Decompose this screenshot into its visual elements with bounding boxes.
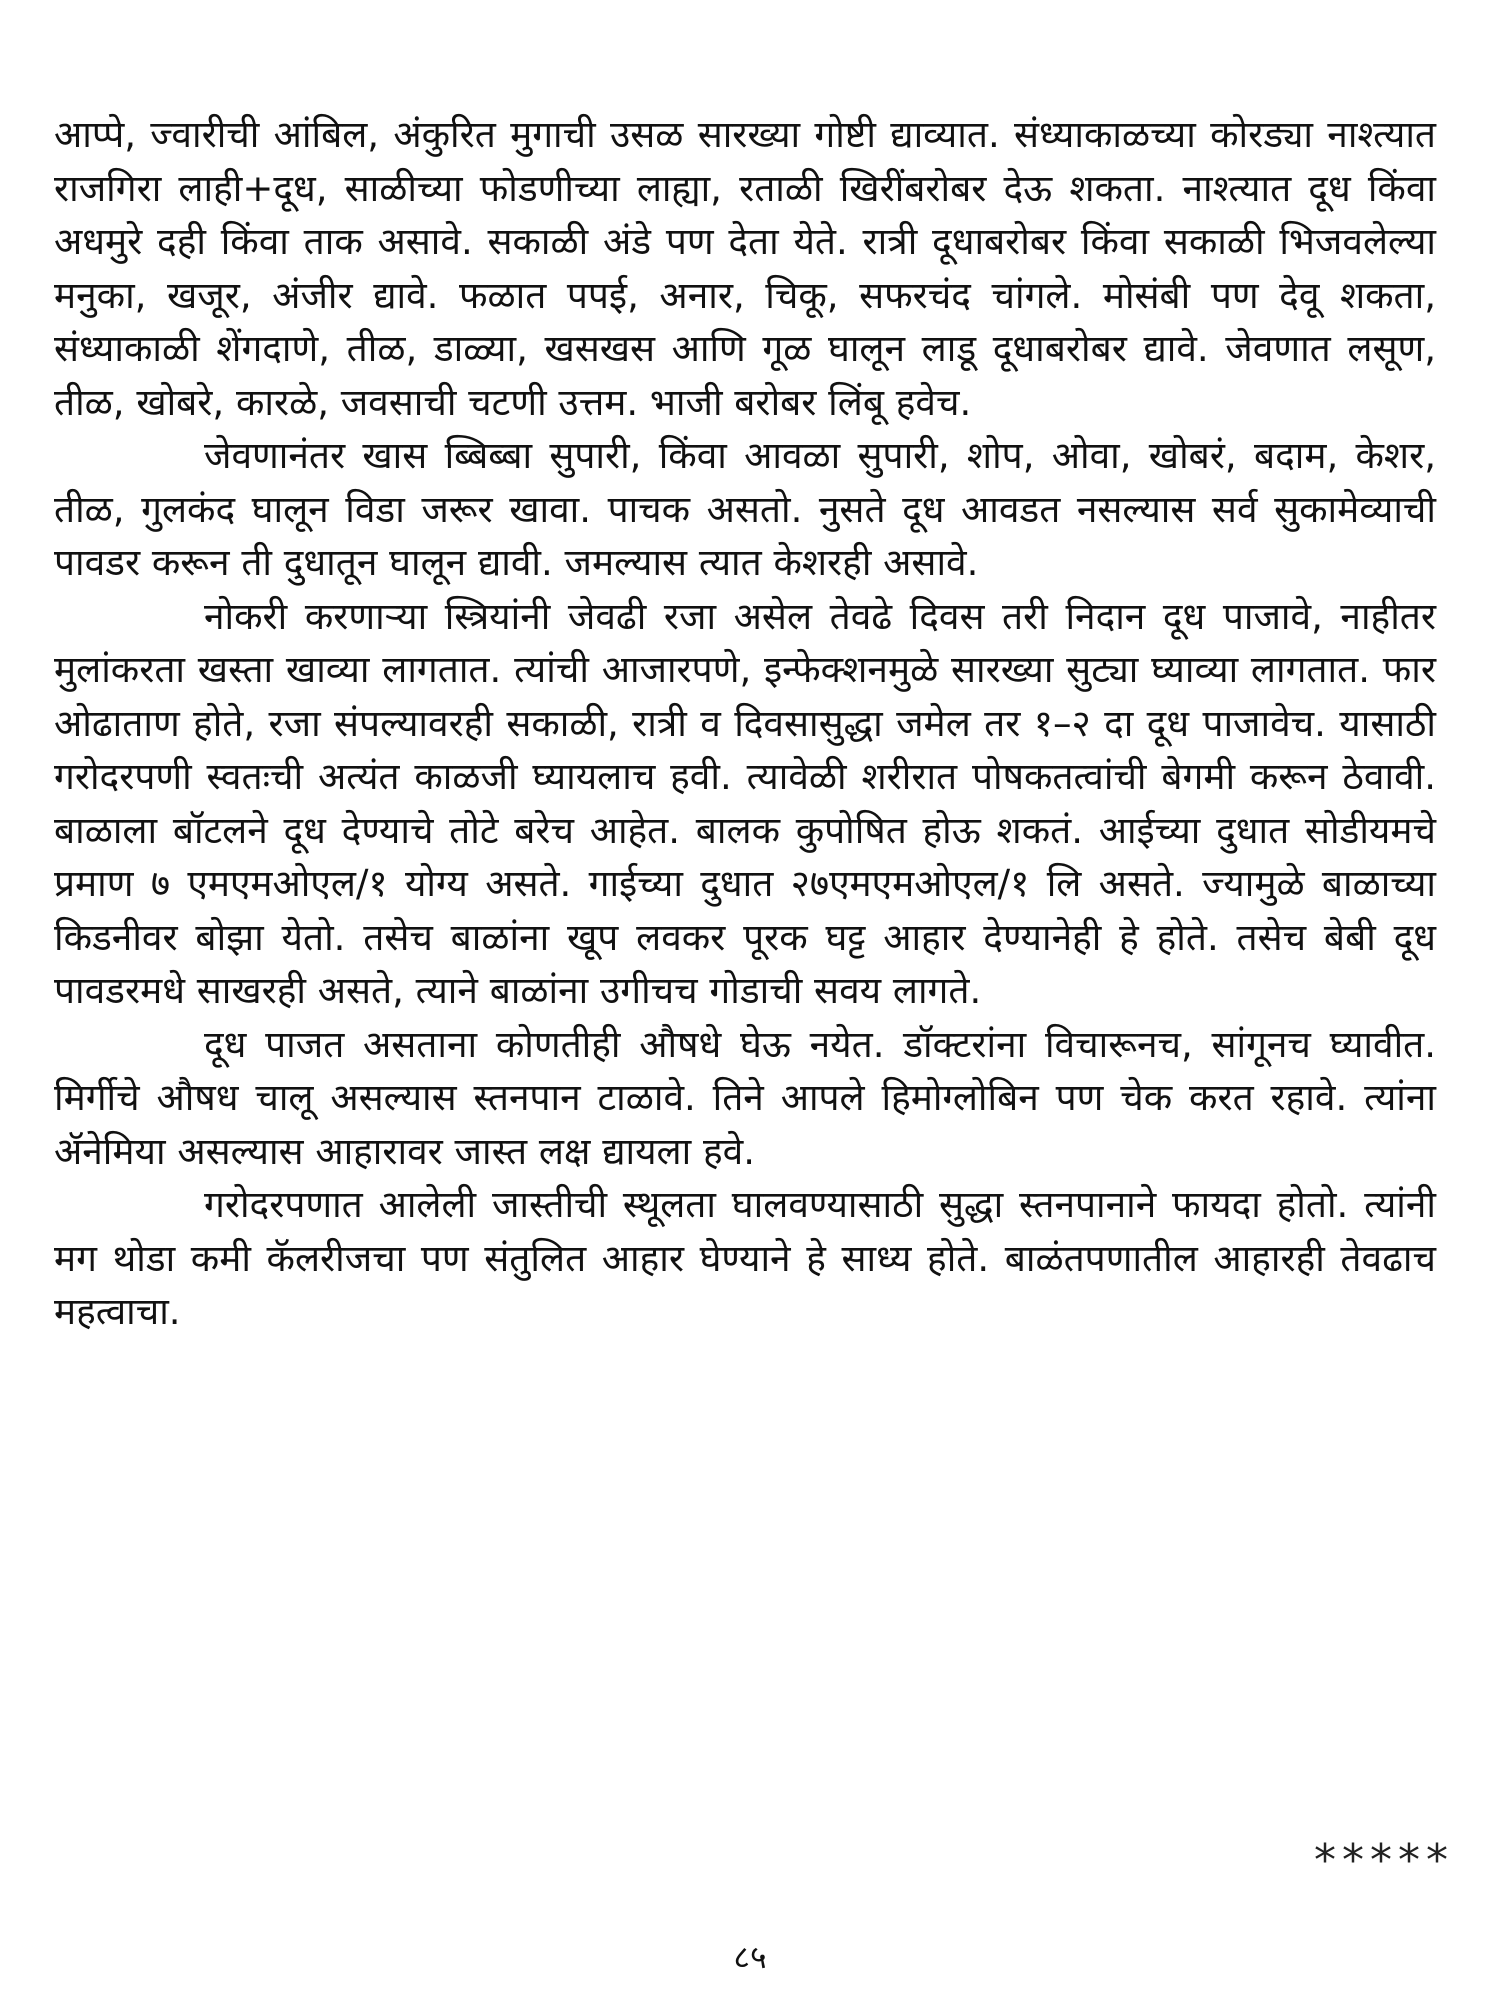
paragraph-5: गरोदरपणात आलेली जास्तीची स्थूलता घालवण्यासाठी सुद्धा स्तनपानाने फायदा होतो. त्यांनी मग थोडा कमी कॅलरीजचा पण संतुलित आहार घेण्याने हे साध्य होते. बाळंतपणातील आहारही तेवढाच महत्वाचा. xyxy=(54,1183,1436,1333)
section-separator: ***** xyxy=(1314,1835,1454,1886)
paragraph-2: जेवणानंतर खास ब्बिब्बा सुपारी, किंवा आवळा सुपारी, शोप, ओवा, खोबरं, बदाम, केशर, तीळ, गुलकंद घालून विडा जरूर खावा. पाचक असतो. नुसते दूध आवडत नसल्यास सर्व सुकामेव्याची पावडर करून ती दुधातून घालून द्यावी. जमल्यास त्यात केशरही असावे. xyxy=(54,434,1436,584)
paragraph-1: आप्पे, ज्वारीची आंबिल, अंकुरित मुगाची उसळ सारख्या गोष्टी द्याव्यात. संध्याकाळच्या कोरड्या नाश्त्यात राजगिरा लाही+दूध, साळीच्या फोडणीच्या लाह्या, रताळी खिरींबरोबर देऊ शकता. नाश्त्यात दूध किंवा अधमुरे दही किंवा ताक असावे. सकाळी अंडे पण देता येते. रात्री दूधाबरोबर किंवा सकाळी भिजवलेल्या मनुका, खजूर, अंजीर द्यावे. फळात पपई, अनार, चिकू, सफरचंद चांगले. मोसंबी पण देवू शकता, संध्याकाळी शेंगदाणे, तीळ, डाळ्या, खसखस आणि गूळ घालून लाडू दूधाबरोबर द्यावे. जेवणात लसूण, तीळ, खोबरे, कारळे, जवसाची चटणी उत्तम. भाजी बरोबर लिंबू हवेच. xyxy=(54,113,1436,424)
page-number: ८५ xyxy=(733,1938,767,1976)
paragraph-3: नोकरी करणाऱ्या स्त्रियांनी जेवढी रजा असेल तेवढे दिवस तरी निदान दूध पाजावे, नाहीतर मुलांकरता खस्ता खाव्या लागतात. त्यांची आजारपणे, इन्फेक्शनमुळे सारख्या सुट्या घ्याव्या लागतात. फार ओढाताण होते, रजा संपल्यावरही सकाळी, रात्री व दिवसासुद्धा जमेल तर १–२ दा दूध पाजावेच. यासाठी गरोदरपणी स्वतःची अत्यंत काळजी घ्यायलाच हवी. त्यावेळी शरीरात पोषकतत्वांची बेगमी करून ठेवावी. बाळाला बॉटलने दूध देण्याचे तोटे बरेच आहेत. बालक कुपोषित होऊ शकतं. आईच्या दुधात सोडीयमचे प्रमाण ७ एमएमओएल/१ योग्य असते. गाईच्या दुधात २७एमएमओएल/१ लि असते. ज्यामुळे बाळाच्या किडनीवर बोझा येतो. तसेच बाळांना खूप लवकर पूरक घट्ट आहार देण्यानेही हे होते. तसेच बेबी दूध पावडरमधे साखरही असते, त्याने बाळांना उगीचच गोडाची सवय लागते. xyxy=(54,594,1436,1012)
paragraph-4: दूध पाजत असताना कोणतीही औषधे घेऊ नयेत. डॉक्टरांना विचारूनच, सांगूनच घ्यावीत. मिर्गीचे औषध चालू असल्यास स्तनपान टाळावे. तिने आपले हिमोग्लोबिन पण चेक करत रहावे. त्यांना ॲनेमिया असल्यास आहारावर जास्त लक्ष द्यायला हवे. xyxy=(54,1022,1436,1173)
